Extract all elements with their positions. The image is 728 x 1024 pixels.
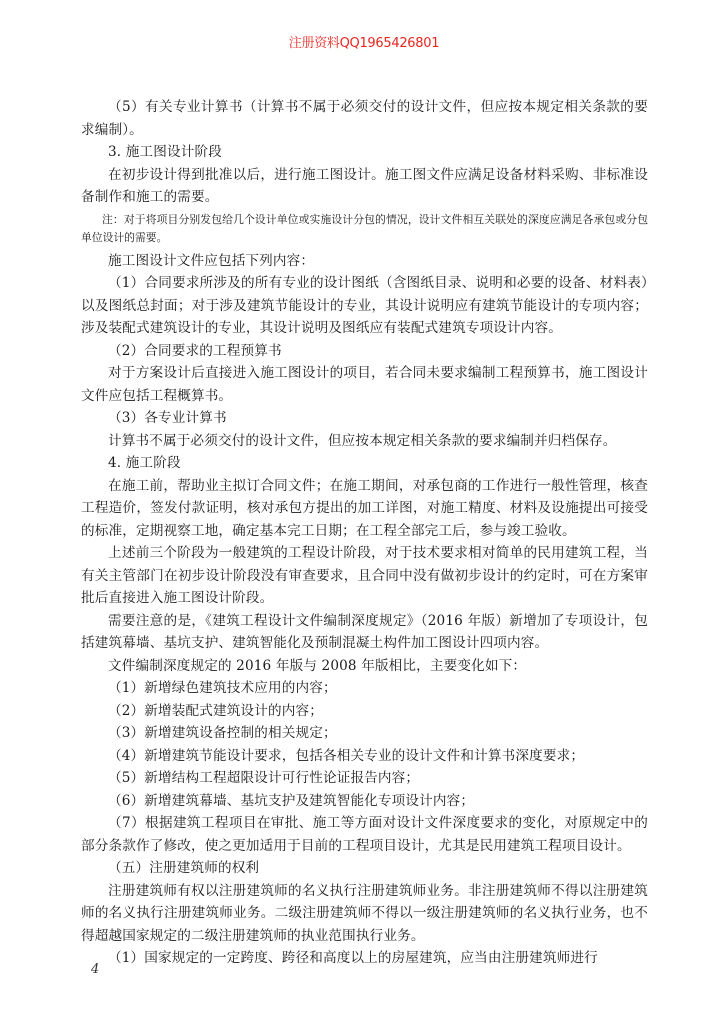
list-item: （1）国家规定的一定跨度、跨径和高度以上的房屋建筑，应当由注册建筑师进行	[108, 950, 598, 966]
list-item: （4）新增建筑节能设计要求，包括各相关专业的设计文件和计算书深度要求；	[108, 747, 585, 764]
watermark: 注册资料QQ1965426801	[288, 36, 440, 51]
list-item: （1）合同要求所涉及的所有专业的设计图纸（含图纸目录、说明和必要的设备、材料表）以及图纸总封面；对于涉及建筑节能设计的专业，其设计说明应有建筑节能设计的专项内容；涉及装配式建筑设计的专业，其设计说明及图纸应有装配式建筑专项设计内容。	[81, 275, 648, 336]
paragraph: 在施工前，帮助业主拟订合同文件；在施工期间，对承包商的工作进行一般性管理，核查工程造价，签发付款证明，核对承包方提出的加工详图，对施工精度、材料及设施提出可接受的标准，定期视察工地，确定基本完工日期；在工程全部完工后，参与竣工验收。	[81, 477, 648, 539]
paragraph: 文件编制深度规定的 2016 年版与 2008 年版相比，主要变化如下：	[108, 657, 527, 674]
list-item: （1）新增绿色建筑技术应用的内容；	[108, 680, 337, 696]
list-item: （2）新增装配式建筑设计的内容；	[108, 702, 323, 719]
page-number: 4	[91, 962, 100, 977]
paragraph: 计算书不属于必须交付的设计文件，但应按本规定相关条款的要求编制并归档保存。	[108, 432, 617, 449]
paragraph: 对于方案设计后直接进入施工图设计的项目，若合同未要求编制工程预算书，施工图设计文件应包括工程概算书。	[81, 365, 648, 404]
page-body	[81, 96, 648, 970]
list-item: （6）新增建筑幕墙、基坑支护及建筑智能化专项设计内容；	[108, 792, 475, 809]
section-heading: （五）注册建筑师的权利	[108, 860, 260, 876]
list-item: （7）根据建筑工程项目在审批、施工等方面对设计文件深度要求的变化，对原规定中的部分条款作了修改，使之更加适用于目前的工程项目设计，尤其是民用建筑工程项目设计。	[81, 815, 648, 854]
list-item: （3）各专业计算书	[108, 410, 227, 426]
paragraph: 上述前三个阶段为一般建筑的工程设计阶段，对于技术要求相对简单的民用建筑工程，当有关主管部门在初步设计阶段没有审查要求，且合同中没有做初步设计的约定时，可在方案审批后直接进入施工图设计阶段。	[81, 545, 648, 606]
paragraph: 需要注意的是，《建筑工程设计文件编制深度规定》（2016 年版）新增加了专项设计，包括建筑幕墙、基坑支护、建筑智能化及预制混凝土构件加工图设计四项内容。	[81, 612, 648, 651]
paragraph: 施工图设计文件应包括下列内容：	[108, 252, 315, 269]
list-item: （2）合同要求的工程预算书	[108, 342, 282, 359]
list-item: （5）新增结构工程超限设计可行性论证报告内容；	[108, 770, 420, 786]
paragraph: 注册建筑师有权以注册建筑师的名义执行注册建筑师业务。非注册建筑师不得以注册建筑师的名义执行注册建筑师业务。二级注册建筑师不得以一级注册建筑师的名义执行业务，也不得超越国家规定的二级注册建筑师的执业范围执行业务。	[81, 882, 648, 944]
list-item: （3）新增建筑设备控制的相关规定；	[108, 725, 337, 741]
section-heading: 4. 施工阶段	[108, 455, 181, 471]
section-heading: 3. 施工图设计阶段	[108, 144, 222, 160]
note: 注：对于将项目分别发包给几个设计单位或实施设计分包的情况，设计文件相互关联处的深度应满足各承包或分包单位设计的需要。	[81, 212, 648, 244]
paragraph: 在初步设计得到批准以后，进行施工图设计。施工图文件应满足设备材料采购、非标准设备制作和施工的需要。	[81, 166, 648, 205]
paragraph: （5）有关专业计算书（计算书不属于必须交付的设计文件，但应按本规定相关条款的要求编制）。	[81, 99, 648, 138]
